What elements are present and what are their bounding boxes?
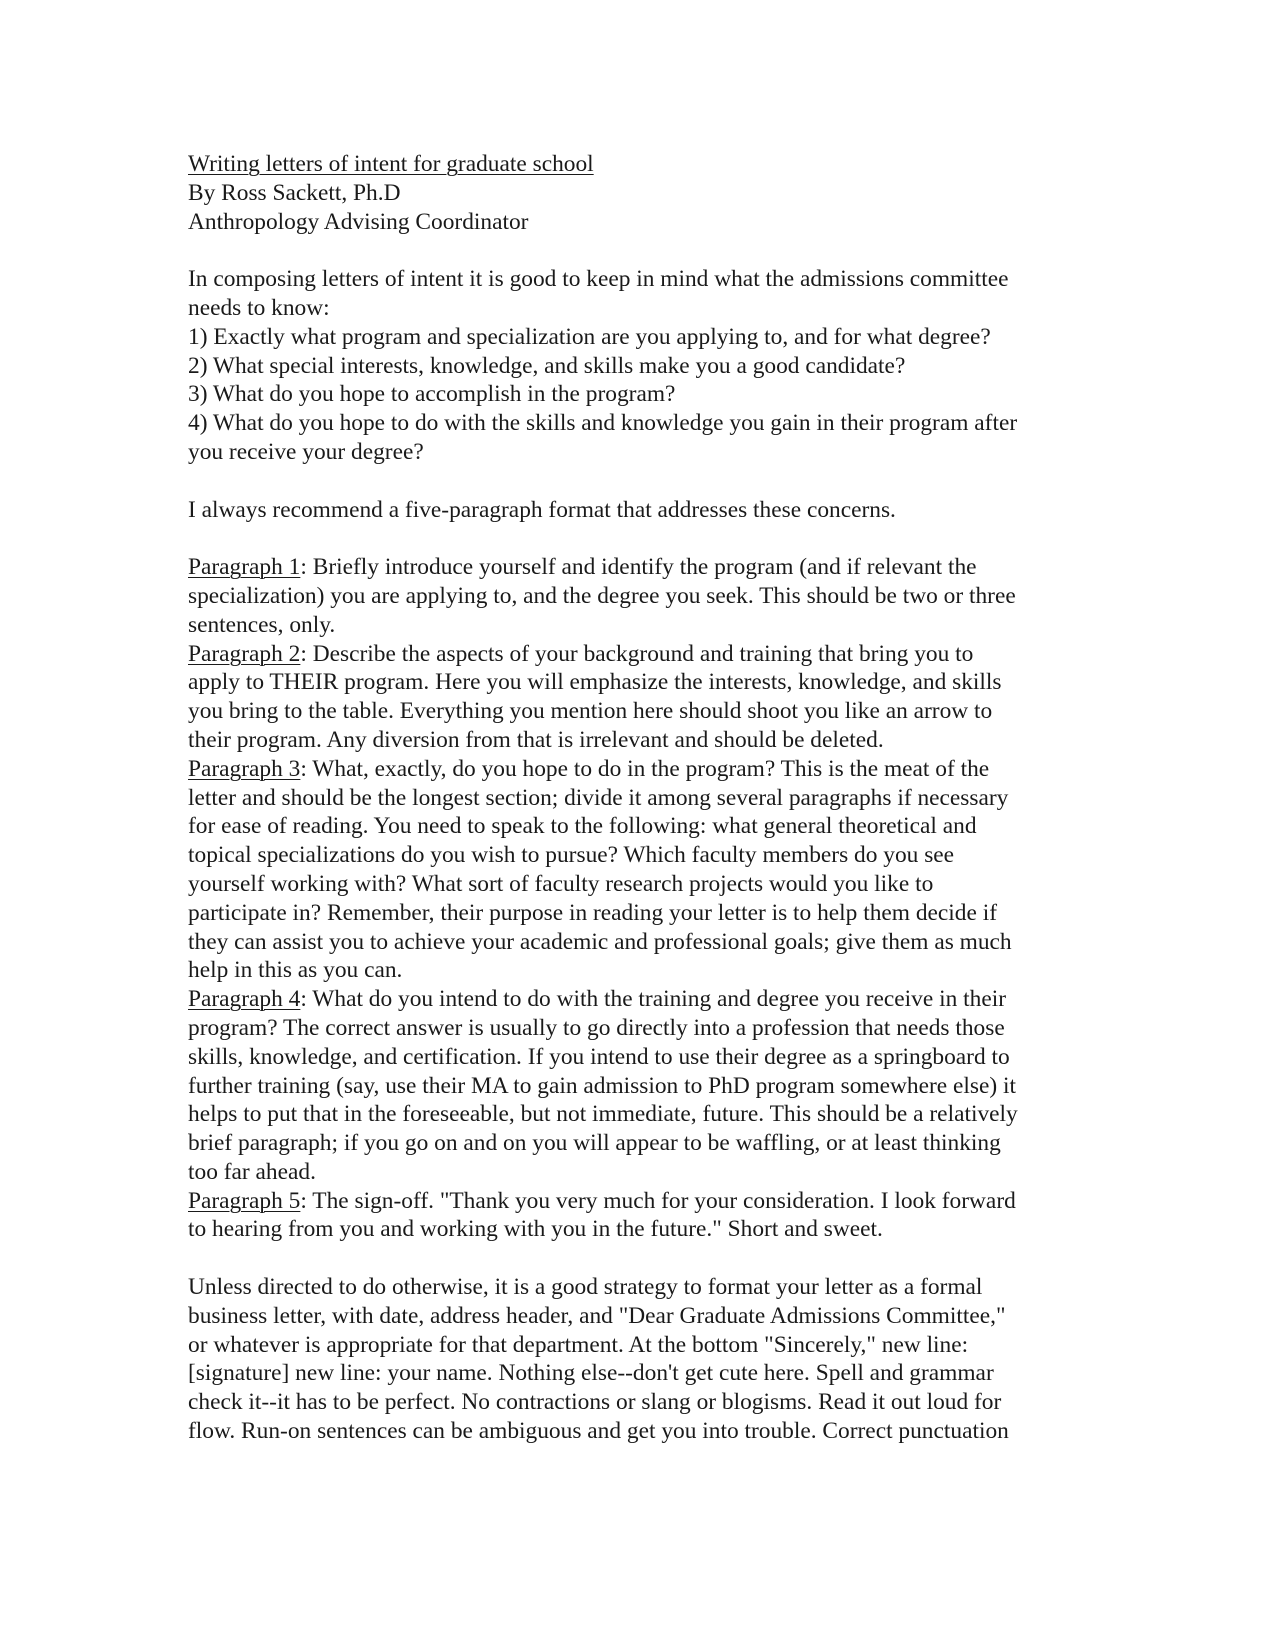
intro-line: needs to know: (188, 294, 330, 321)
paragraph-section-4 (188, 985, 1098, 1187)
paragraph-text: : The sign-off. "Thank you very much for your consideration. I look forward (300, 1187, 1016, 1214)
paragraph-line: specialization) you are applying to, and the degree you seek. This should be two or three (188, 582, 1016, 609)
spacer (188, 236, 1098, 265)
author-line: By Ross Sackett, Ph.D (188, 179, 401, 206)
spacer (188, 524, 1098, 553)
paragraph-text: : What, exactly, do you hope to do in the program? This is the meat of the (300, 755, 990, 782)
paragraph-line: participate in? Remember, their purpose in reading your letter is to help them decide if (188, 899, 998, 926)
paragraph-first-line (188, 553, 1098, 582)
paragraph-section-1 (188, 553, 1098, 639)
question-item: 2) What special interests, knowledge, and skills make you a good candidate? (188, 352, 906, 379)
closing-line: or whatever is appropriate for that department. At the bottom "Sincerely," new line: (188, 1331, 969, 1358)
paragraph-text: : What do you intend to do with the training and degree you receive in their (300, 986, 1007, 1013)
author-position: Anthropology Advising Coordinator (188, 208, 529, 235)
paragraph-first-line (188, 755, 1098, 784)
question-item: 1) Exactly what program and specialization are you applying to, and for what degree? (188, 323, 991, 350)
intro-line: In composing letters of intent it is good to keep in mind what the admissions committee (188, 266, 1009, 293)
paragraph-line: helps to put that in the foreseeable, but not immediate, future. This should be a relatively (188, 1101, 1018, 1128)
closing-line: [signature] new line: your name. Nothing else--don't get cute here. Spell and grammar (188, 1360, 994, 1387)
paragraph-section-2 (188, 640, 1098, 755)
paragraph-section-3 (188, 755, 1098, 985)
paragraph-first-line (188, 1187, 1098, 1216)
paragraph-line: their program. Any diversion from that is irrelevant and should be deleted. (188, 726, 884, 753)
paragraph-line: topical specializations do you wish to pursue? Which faculty members do you see (188, 842, 955, 869)
paragraph-label: Paragraph 2 (188, 640, 301, 667)
paragraph-line: letter and should be the longest section; divide it among several paragraphs if necessary (188, 784, 1009, 811)
paragraph-text: : Describe the aspects of your background and training that bring you to (300, 640, 974, 667)
spacer (188, 1244, 1098, 1273)
spacer (188, 467, 1098, 496)
closing-section (188, 1273, 1098, 1446)
paragraph-label: Paragraph 4 (188, 986, 301, 1013)
question-item: 4) What do you hope to do with the skills and knowledge you gain in their program after (188, 410, 1018, 437)
paragraph-label: Paragraph 5 (188, 1187, 301, 1214)
paragraph-label: Paragraph 1 (188, 554, 301, 581)
paragraph-line: they can assist you to achieve your academic and professional goals; give them as much (188, 928, 1012, 955)
paragraph-line: yourself working with? What sort of faculty research projects would you like to (188, 870, 934, 897)
document-body (188, 150, 1098, 1446)
closing-line: flow. Run-on sentences can be ambiguous and get you into trouble. Correct punctuation (188, 1418, 1009, 1445)
paragraph-line: sentences, only. (188, 611, 336, 638)
paragraph-line: you bring to the table. Everything you mention here should shoot you like an arrow to (188, 698, 993, 725)
paragraph-label: Paragraph 3 (188, 755, 301, 782)
intro-section (188, 265, 1098, 467)
closing-line: check it--it has to be perfect. No contractions or slang or blogisms. Read it out loud for (188, 1389, 1002, 1416)
closing-line: business letter, with date, address header, and "Dear Graduate Admissions Committee," (188, 1302, 1006, 1329)
paragraph-line: program? The correct answer is usually to go directly into a profession that needs those (188, 1014, 1005, 1041)
closing-line: Unless directed to do otherwise, it is a good strategy to format your letter as a formal (188, 1274, 983, 1301)
paragraph-line: for ease of reading. You need to speak to the following: what general theoretical and (188, 813, 977, 840)
paragraph-section-5 (188, 1187, 1098, 1245)
paragraph-line: to hearing from you and working with you in the future." Short and sweet. (188, 1216, 883, 1243)
document-title: Writing letters of intent for graduate school (188, 151, 594, 177)
question-item: 3) What do you hope to accomplish in the program? (188, 381, 676, 408)
paragraph-line: too far ahead. (188, 1158, 316, 1185)
paragraph-line: skills, knowledge, and certification. If you intend to use their degree as a springboard to (188, 1043, 1010, 1070)
paragraph-line: help in this as you can. (188, 957, 403, 984)
paragraph-line: brief paragraph; if you go on and on you will appear to be waffling, or at least thinking (188, 1130, 1001, 1157)
paragraph-first-line (188, 640, 1098, 669)
paragraph-line: further training (say, use their MA to gain admission to PhD program somewhere else) it (188, 1072, 1017, 1099)
paragraph-first-line (188, 985, 1098, 1014)
question-item: you receive your degree? (188, 438, 424, 465)
paragraph-text: : Briefly introduce yourself and identify the program (and if relevant the (300, 554, 977, 581)
recommendation-text: I always recommend a five-paragraph format that addresses these concerns. (188, 496, 896, 523)
paragraph-line: apply to THEIR program. Here you will emphasize the interests, knowledge, and skills (188, 669, 1002, 696)
